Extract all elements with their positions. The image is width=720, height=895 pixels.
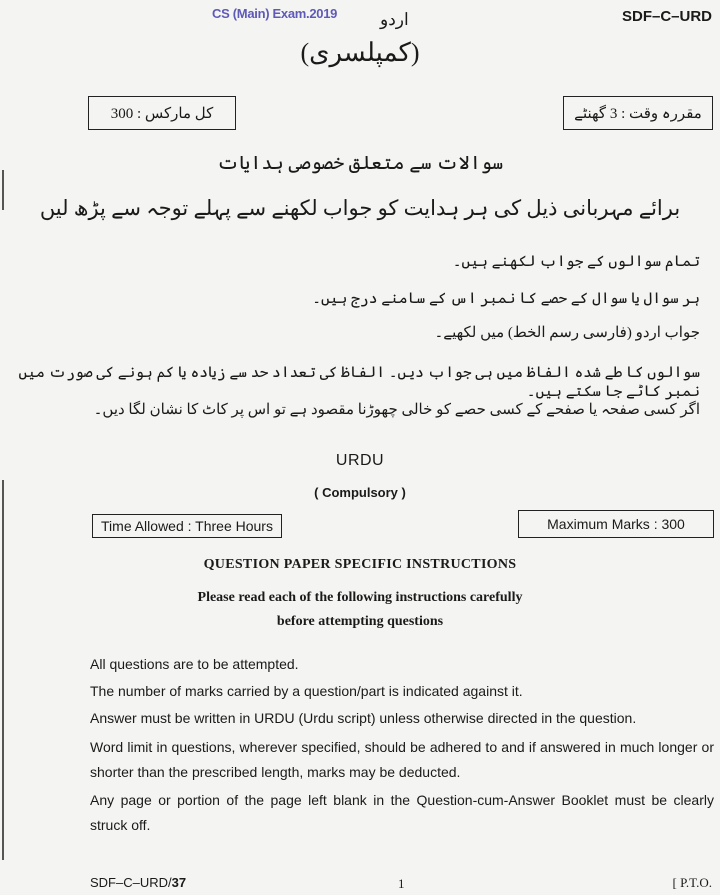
- instruction-item: Any page or portion of the page left blank in the Question-cum-Answer Booklet must be clearly struck off.: [90, 792, 714, 833]
- scan-edge-mark: [2, 480, 4, 860]
- footer-code-number: 37: [171, 875, 187, 890]
- urdu-instruction-item: ہر سوال یا سوال کے حصے کا نمبر اس کے سامنے درج ہیں۔: [312, 291, 700, 307]
- page-number: 1: [398, 876, 405, 891]
- urdu-instruction-item: تمام سوالوں کے جواب لکھنے ہیں۔: [452, 254, 700, 270]
- paper-code: SDF–C–URD: [621, 8, 712, 25]
- pto-label: [ P.T.O.: [672, 875, 712, 890]
- instruction-item: Word limit in questions, wherever specified, should be adhered to and if answered in much longer or shorter than the prescribed length, marks may be deducted.: [90, 739, 714, 780]
- urdu-marks-box: کل مارکس : 300: [88, 96, 236, 130]
- max-marks-box: Maximum Marks : 300: [518, 510, 714, 538]
- instruction-item: All questions are to be attempted.: [90, 656, 299, 672]
- urdu-heading: اردو: [380, 10, 409, 29]
- qp-instructions-subtitle: Please read each of the following instructions carefully: [197, 590, 523, 605]
- english-title: URDU: [335, 452, 385, 469]
- urdu-instruction-item: سوالوں کا طے شدہ الفاظ میں ہی جواب دیں۔ الفاظ کی تعداد حد سے زیادہ یا کم ہونے کی صورت میں نمبر کاٹے جا سکتے ہیں۔: [18, 365, 700, 400]
- exam-stamp: CS (Main) Exam.2019: [212, 6, 338, 21]
- urdu-instruction-item: جواب اردو (فارسی رسم الخط) میں لکھیے۔: [434, 325, 700, 341]
- urdu-compulsory: (کمپلسری): [300, 38, 420, 67]
- qp-instructions-title: QUESTION PAPER SPECIFIC INSTRUCTIONS: [203, 557, 517, 572]
- instruction-item: The number of marks carried by a question/part is indicated against it.: [90, 683, 523, 699]
- urdu-time-box: مقررہ وقت : 3 گھنٹے: [563, 96, 713, 130]
- english-subtitle: ( Compulsory ): [314, 485, 406, 500]
- instruction-item: Answer must be written in URDU (Urdu script) unless otherwise directed in the question.: [90, 710, 637, 726]
- urdu-instructions-subtitle: برائے مہربانی ذیل کی ہر ہدایت کو جواب لکھنے سے پہلے توجہ سے پڑھ لیں: [39, 196, 681, 220]
- footer-code-prefix: SDF–C–URD/: [90, 875, 172, 890]
- urdu-instructions-title: سوالات سے متعلق خصوصی ہدایات: [216, 153, 504, 174]
- urdu-instruction-item: اگر کسی صفحہ یا صفحے کے کسی حصے کو خالی چھوڑنا مقصود ہے تو اس پر کاٹ کا نشان لگا دیں۔: [93, 402, 700, 418]
- qp-instructions-subtitle: before attempting questions: [276, 614, 444, 629]
- time-allowed-box: Time Allowed : Three Hours: [92, 514, 282, 538]
- footer-code: [90, 875, 186, 890]
